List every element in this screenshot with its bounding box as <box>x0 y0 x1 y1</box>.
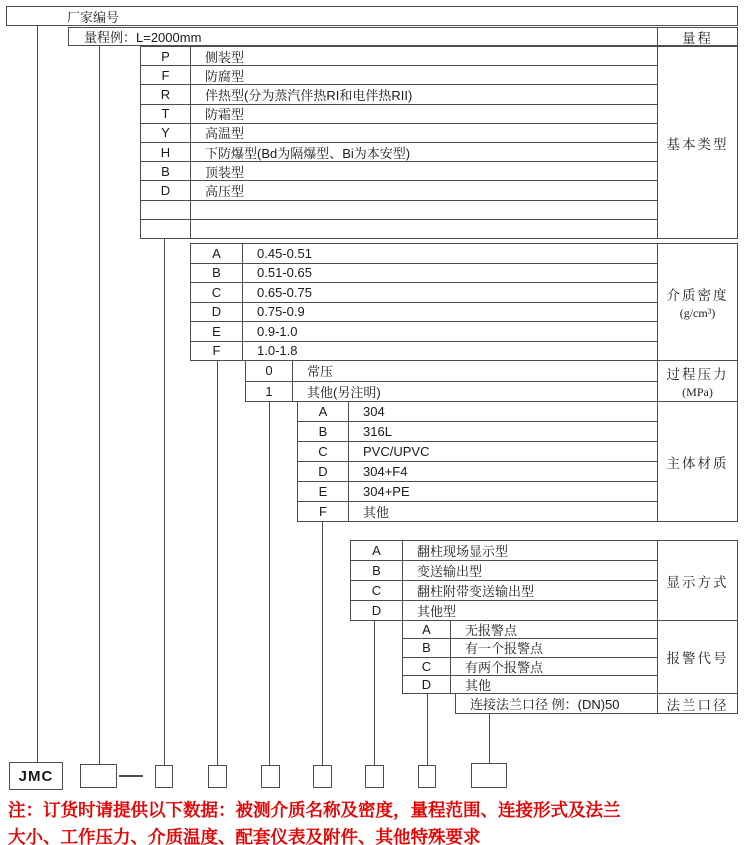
model-field-box-basic-type <box>155 765 173 788</box>
section-basic-type <box>140 46 738 239</box>
connector-line <box>322 522 323 765</box>
connector-line <box>489 714 490 763</box>
desc-cell: 0.75-0.9 <box>257 304 305 320</box>
code-cell: B <box>191 264 243 283</box>
desc-cell: 防腐型 <box>205 68 245 84</box>
model-prefix-text: JMC <box>18 767 54 785</box>
desc-cell: 其他 <box>363 505 390 520</box>
table-row <box>403 639 657 657</box>
model-field-box-pressure <box>261 765 280 788</box>
table-row <box>403 621 657 639</box>
code-cell: D <box>351 601 403 620</box>
model-field-box-display <box>365 765 384 788</box>
connector-line <box>217 361 218 765</box>
table-row <box>456 694 657 713</box>
code-cell: B <box>141 162 191 180</box>
table-row <box>141 181 657 200</box>
table-row <box>191 264 657 284</box>
table-row <box>191 244 657 264</box>
table-row <box>298 402 657 422</box>
label-text: 介质密度 <box>666 287 729 303</box>
display-rows <box>351 541 657 620</box>
table-row <box>141 201 657 220</box>
code-cell: B <box>403 639 451 656</box>
desc-cell: 防霜型 <box>205 107 245 123</box>
desc-cell <box>191 220 657 238</box>
desc-cell: 翻柱附带变送输出型 <box>417 584 535 599</box>
basic-type-rows <box>141 47 657 238</box>
code-cell: C <box>351 581 403 600</box>
code-cell: T <box>141 105 191 123</box>
table-row <box>246 361 657 382</box>
table-row <box>298 482 657 502</box>
code-cell: F <box>298 502 349 521</box>
connector-line <box>427 694 428 765</box>
section-medium-density <box>190 243 738 361</box>
code-cell: A <box>351 541 403 560</box>
code-cell: R <box>141 85 191 103</box>
code-cell: Y <box>141 124 191 142</box>
desc-cell: 高温型 <box>205 126 245 142</box>
range-label: 量程 <box>657 28 737 45</box>
table-row <box>141 105 657 124</box>
code-cell <box>141 201 191 219</box>
model-field-box-range <box>80 764 117 788</box>
section-alarm-code <box>402 620 738 694</box>
code-cell: E <box>298 482 349 501</box>
code-cell: 1 <box>246 382 293 402</box>
ordering-note <box>8 797 746 845</box>
manufacturer-number-row <box>6 6 738 26</box>
ordering-note-line1: 注：订货时请提供以下数据：被测介质名称及密度，量程范围、连接形式及法兰 <box>8 800 621 820</box>
label-text: 主体材质 <box>666 455 729 471</box>
table-row <box>141 85 657 104</box>
connector-line <box>269 402 270 765</box>
code-cell: C <box>403 658 451 675</box>
table-row <box>351 581 657 601</box>
desc-cell: 无报警点 <box>465 623 518 639</box>
table-row <box>351 601 657 620</box>
density-rows <box>191 244 657 360</box>
desc-cell: 侧装型 <box>205 49 245 65</box>
code-cell: D <box>141 181 191 199</box>
desc-cell: 其他型 <box>417 604 457 619</box>
table-row <box>403 658 657 676</box>
label-text: 报警代号 <box>666 651 729 666</box>
code-cell: C <box>191 283 243 302</box>
label-unit: (g/cm³) <box>679 305 716 320</box>
desc-cell: 1.0-1.8 <box>257 343 298 359</box>
table-row <box>351 561 657 581</box>
flange-rows <box>456 694 657 713</box>
model-field-box-material <box>313 765 332 788</box>
section-label-display-mode <box>657 541 737 620</box>
table-row <box>191 322 657 342</box>
label-text: 基本类型 <box>666 136 729 152</box>
desc-cell: 变送输出型 <box>417 564 483 579</box>
range-row <box>68 27 738 46</box>
section-label-medium-density <box>657 244 737 360</box>
desc-cell: PVC/UPVC <box>363 444 430 459</box>
code-cell: 0 <box>246 361 293 381</box>
code-cell: D <box>403 676 451 693</box>
table-row <box>141 124 657 143</box>
model-field-box-density <box>208 765 227 788</box>
desc-cell: 0.51-0.65 <box>257 265 312 281</box>
table-row <box>403 676 657 693</box>
code-cell: E <box>191 322 243 341</box>
desc-cell: 有一个报警点 <box>465 641 544 657</box>
desc-cell: 304+F4 <box>363 464 408 479</box>
code-cell: F <box>191 342 243 361</box>
connector-line <box>37 26 38 762</box>
code-cell: B <box>351 561 403 580</box>
table-row <box>141 66 657 85</box>
section-label-alarm-code <box>657 621 737 693</box>
table-row <box>298 442 657 462</box>
table-row <box>191 303 657 323</box>
model-field-box-alarm <box>418 765 436 788</box>
range-example-text: 量程例：L=2000mm <box>84 30 202 45</box>
table-row <box>351 541 657 561</box>
table-row <box>298 422 657 442</box>
alarm-rows <box>403 621 657 693</box>
table-row <box>141 162 657 181</box>
code-cell: A <box>298 402 349 421</box>
code-cell: D <box>298 462 349 481</box>
section-label-process-pressure <box>657 361 737 401</box>
pressure-rows <box>246 361 657 401</box>
manufacturer-number-label: 厂家编号 <box>67 9 120 25</box>
table-row <box>298 462 657 482</box>
material-rows <box>298 402 657 521</box>
desc-cell: 304+PE <box>363 484 410 499</box>
table-row <box>141 47 657 66</box>
desc-cell: 有两个报警点 <box>465 659 544 675</box>
desc-cell <box>191 201 657 219</box>
desc-cell: 其他 <box>465 677 492 693</box>
desc-cell: 翻柱现场显示型 <box>417 544 509 559</box>
desc-cell: 高压型 <box>205 184 245 200</box>
desc-cell: 顶装型 <box>205 164 245 180</box>
connector-line <box>99 46 100 764</box>
section-flange-size <box>455 693 738 714</box>
section-process-pressure <box>245 360 738 402</box>
label-unit: (MPa) <box>682 384 713 399</box>
code-cell: C <box>298 442 349 461</box>
table-row <box>191 283 657 303</box>
desc-cell: 0.65-0.75 <box>257 284 312 300</box>
table-row <box>246 382 657 402</box>
code-cell: A <box>403 621 451 638</box>
code-cell: D <box>191 303 243 322</box>
desc-cell: 0.9-1.0 <box>257 323 298 339</box>
dash-separator <box>119 775 143 777</box>
model-field-box-flange <box>471 763 507 788</box>
section-label-body-material <box>657 402 737 521</box>
connector-line <box>164 239 165 765</box>
model-prefix-box <box>9 762 63 790</box>
desc-cell: 0.45-0.51 <box>257 245 312 261</box>
table-row <box>298 502 657 521</box>
desc-cell: 316L <box>363 424 392 439</box>
table-row <box>141 143 657 162</box>
table-row <box>141 220 657 238</box>
desc-cell: 下防爆型(Bd为隔爆型、Bi为本安型) <box>205 145 411 161</box>
desc-cell: 常压 <box>307 364 334 380</box>
label-text: 过程压力 <box>666 366 729 382</box>
desc-cell: 304 <box>363 404 385 419</box>
label-text: 法兰口径 <box>666 697 729 713</box>
ordering-note-line2: 大小、工作压力、介质温度、配套仪表及附件、其他特殊要求 <box>8 827 481 845</box>
connector-line <box>374 621 375 765</box>
desc-cell: 其他(另注明) <box>307 384 381 400</box>
code-cell: A <box>191 244 243 263</box>
section-label-basic-type <box>657 47 737 238</box>
section-display-mode <box>350 540 738 621</box>
code-cell: F <box>141 66 191 84</box>
code-cell: H <box>141 143 191 161</box>
code-cell: B <box>298 422 349 441</box>
table-row <box>191 342 657 361</box>
label-text: 显示方式 <box>666 574 729 590</box>
desc-cell: 伴热型(分为蒸汽伴热RI和电伴热RII) <box>205 88 413 104</box>
section-body-material <box>297 401 738 522</box>
code-cell: P <box>141 47 191 65</box>
section-label-flange-size <box>657 694 737 713</box>
code-cell <box>141 220 191 238</box>
desc-cell: 连接法兰口径 例：(DN)50 <box>470 697 620 712</box>
